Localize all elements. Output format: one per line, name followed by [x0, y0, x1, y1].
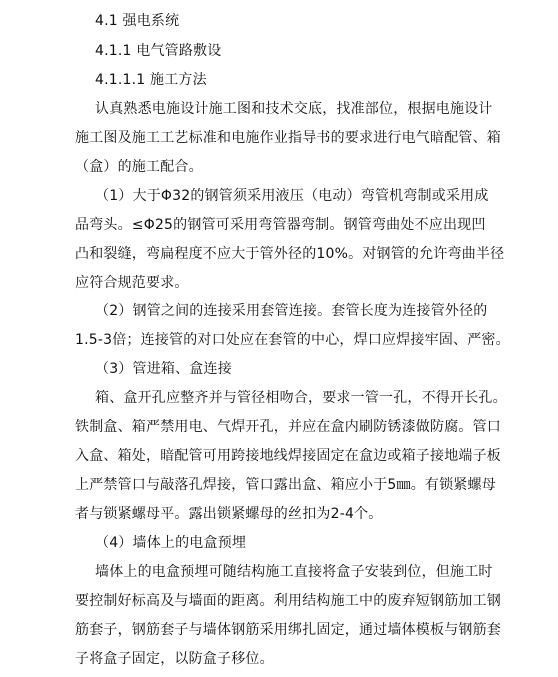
heading-level-1: 4.1 强电系统 [95, 13, 180, 29]
paragraph-line: （1）大于Φ32的钢管须采用液压（电动）弯管机弯制或采用成 [95, 188, 489, 204]
paragraph-line: 应符合规范要求。 [75, 275, 189, 291]
paragraph-line: 施工图及施工工艺标准和电施作业指导书的要求进行电气暗配管、箱 [75, 130, 501, 146]
paragraph-line: 要控制好标高及与墙面的距离。利用结构施工中的废弃短钢筋加工钢 [75, 593, 501, 609]
heading-level-2: 4.1.1 电气管路敷设 [95, 43, 222, 59]
paragraph-line: （3）管进箱、盒连接 [95, 361, 232, 377]
paragraph-line: 墙体上的电盒预埋可随结构施工直接将盒子安装到位，但施工时 [95, 564, 493, 580]
heading-level-3: 4.1.1.1 施工方法 [95, 72, 207, 88]
paragraph-line: 子将盒子固定，以防盒子移位。 [75, 651, 274, 667]
paragraph-line: 上严禁管口与敲落孔焊接，管口露出盒、箱应小于5㎜。有锁紧螺母 [75, 477, 496, 493]
paragraph-line: 1.5-3倍；连接管的对口处应在套管的中心，焊口应焊接牢固、严密。 [75, 332, 510, 348]
paragraph-line: 者与锁紧螺母平。露出锁紧螺母的丝扣为2-4个。 [75, 506, 383, 522]
paragraph-line: （4）墙体上的电盒预埋 [95, 535, 247, 551]
paragraph-line: 箱、盒开孔应整齐并与管径相吻合，要求一管一孔，不得开长孔。 [95, 390, 507, 406]
paragraph-line: 认真熟悉电施设计施工图和技术交底，找准部位，根据电施设计 [95, 101, 493, 117]
paragraph-line: （盒）的施工配合。 [75, 159, 203, 175]
paragraph-line: 筋套子，钢筋套子与墙体钢筋采用绑扎固定，通过墙体模板与钢筋套 [75, 622, 501, 638]
paragraph-line: 品弯头。≤Φ25的钢管可采用弯管器弯制。钢管弯曲处不应出现凹 [75, 217, 486, 233]
paragraph-line: （2）钢管之间的连接采用套管连接。套管长度为连接管外径的 [95, 303, 488, 319]
paragraph-line: 铁制盒、箱严禁用电、气焊开孔，并应在盒内刷防锈漆做防腐。管口 [75, 419, 501, 435]
paragraph-line: 入盒、箱处，暗配管可用跨接地线焊接固定在盒边或箱子接地端子板 [75, 448, 501, 464]
paragraph-line: 凸和裂缝，弯扁程度不应大于管外径的10%。对钢管的允许弯曲半径 [75, 246, 505, 262]
